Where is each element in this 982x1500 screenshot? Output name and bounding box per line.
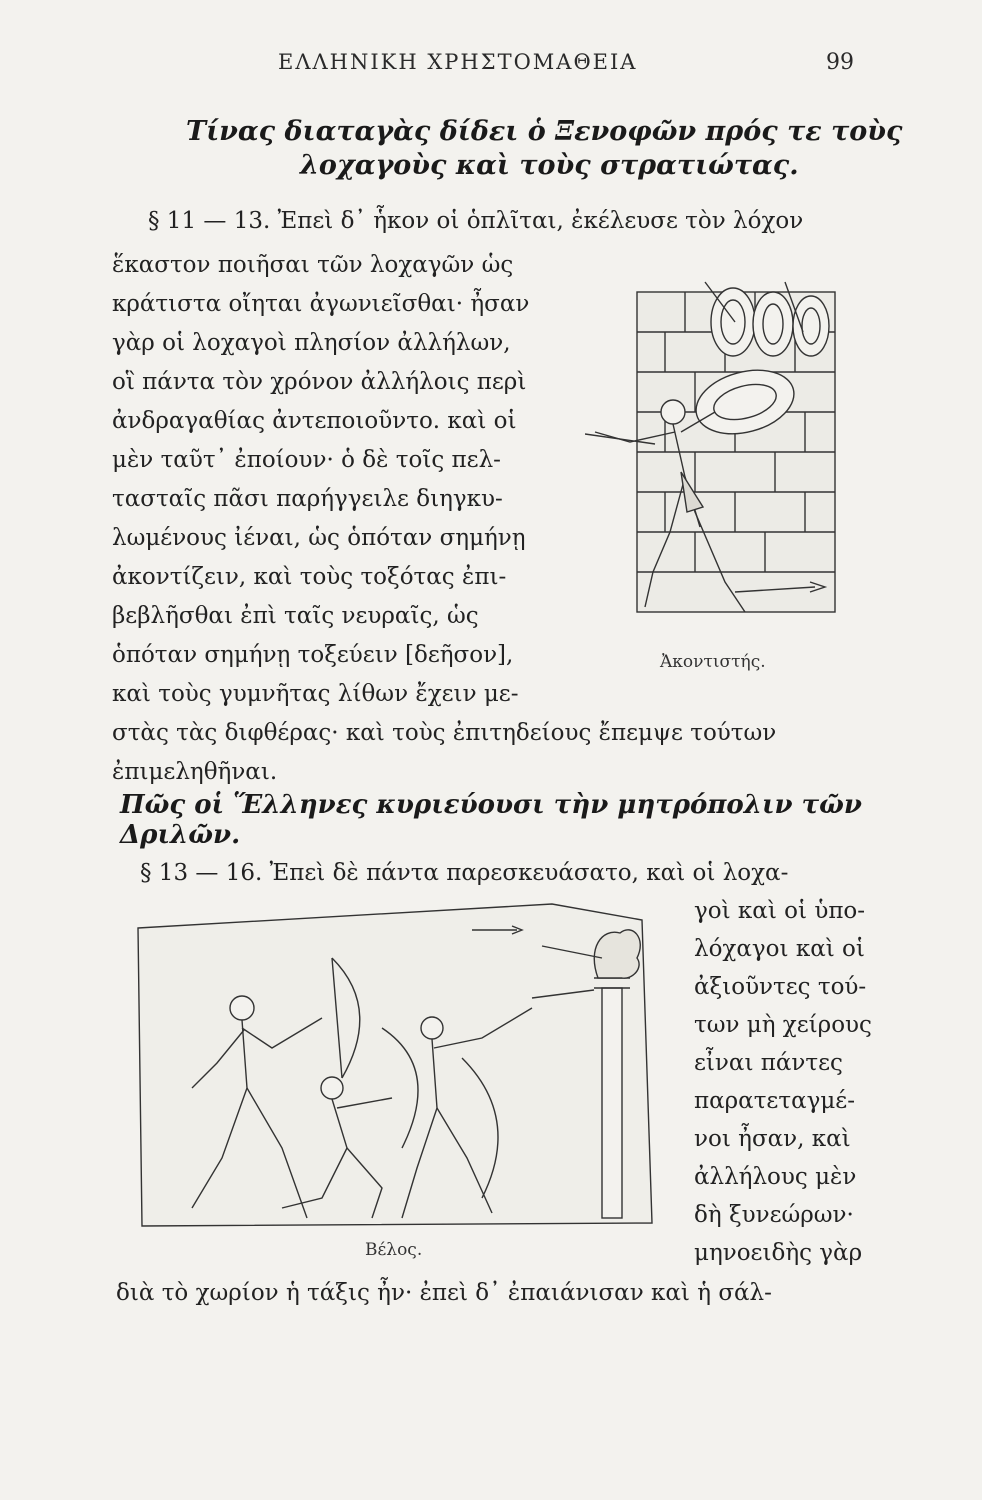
figure-caption-archers: Βέλος.	[365, 1240, 423, 1260]
text-line: γοὶ καὶ οἱ ὑπο-	[694, 898, 866, 924]
archers-illustration	[132, 898, 682, 1233]
text-line: § 13 — 16. Ἐπεὶ δὲ πάντα παρεσκευάσατο, καὶ οἱ λοχα-	[140, 860, 789, 886]
text-line: ἀνδραγαθίας ἀντεποιοῦντο. καὶ οἱ	[112, 408, 517, 434]
figure-caption-javelin-thrower: Ἀκοντιστής.	[660, 652, 766, 672]
text-line: κράτιστα οἴηται ἀγωνιεῖσθαι· ἦσαν	[112, 291, 530, 317]
text-line: τασταῖς πᾶσι παρήγγειλε διηγκυ-	[112, 486, 503, 512]
running-head: ΕΛΛΗΝΙΚΗ ΧΡΗΣΤΟΜΑΘΕΙΑ	[278, 50, 638, 74]
text-line: γὰρ οἱ λοχαγοὶ πλησίον ἀλλήλων,	[112, 330, 511, 356]
text-line: εἶναι πάντες	[694, 1050, 843, 1076]
section-heading-1-line-2: λοχαγοὺς καὶ τοὺς στρατιώτας.	[300, 150, 799, 181]
text-line: ἕκαστον ποιῆσαι τῶν λοχαγῶν ὡς	[112, 252, 514, 278]
text-line: βεβλῆσθαι ἐπὶ ταῖς νευραῖς, ὡς	[112, 603, 479, 629]
text-line: δὴ ξυνεώρων·	[694, 1202, 854, 1228]
text-line: ὁπόταν σημήνῃ τοξεύειν [δεῆσον],	[112, 642, 514, 668]
text-line: ἀκοντίζειν, καὶ τοὺς τοξότας ἐπι-	[112, 564, 507, 590]
javelin-thrower-illustration	[585, 262, 845, 647]
figure-javelin-thrower	[585, 262, 845, 647]
text-line: λωμένους ἰέναι, ὡς ὁπόταν σημήνῃ	[112, 525, 526, 551]
text-line: καὶ τοὺς γυμνῆτας λίθων ἔχειν με-	[112, 681, 519, 707]
text-line: μὲν ταῦτ᾽ ἐποίουν· ὁ δὲ τοῖς πελ-	[112, 447, 501, 473]
text-line: λόχαγοι καὶ οἱ	[694, 936, 865, 962]
text-line: των μὴ χείρους	[694, 1012, 872, 1038]
text-line: διὰ τὸ χωρίον ἡ τάξις ἦν· ἐπεὶ δ᾽ ἐπαιάνισαν καὶ ἡ σάλ-	[116, 1280, 772, 1306]
text-line: νοι ἦσαν, καὶ	[694, 1126, 851, 1152]
section-heading-1-line-1: Τίνας διαταγὰς δίδει ὁ Ξενοφῶν πρός τε τοὺς	[186, 116, 903, 147]
text-line: στὰς τὰς διφθέρας· καὶ τοὺς ἐπιτηδείους ἔπεμψε τούτων	[112, 720, 777, 746]
page-number: 99	[826, 50, 854, 75]
text-line: ἀξιοῦντες τού-	[694, 974, 867, 1000]
text-line: παρατεταγμέ-	[694, 1088, 855, 1114]
section-heading-2: Πῶς οἱ Ἕλληνες κυριεύουσι τὴν μητρόπολιν τῶν Δριλῶν.	[120, 790, 862, 850]
text-line: οἳ πάντα τὸν χρόνον ἀλλήλοις περὶ	[112, 369, 527, 395]
text-line: μηνοειδὴς γὰρ	[694, 1240, 863, 1266]
text-line: ἐπιμεληθῆναι.	[112, 759, 278, 785]
text-line: ἀλλήλους μὲν	[694, 1164, 857, 1190]
figure-archers	[132, 898, 682, 1233]
text-line: § 11 — 13. Ἐπεὶ δ᾽ ἧκον οἱ ὁπλῖται, ἐκέλευσε τὸν λόχον	[148, 208, 804, 234]
